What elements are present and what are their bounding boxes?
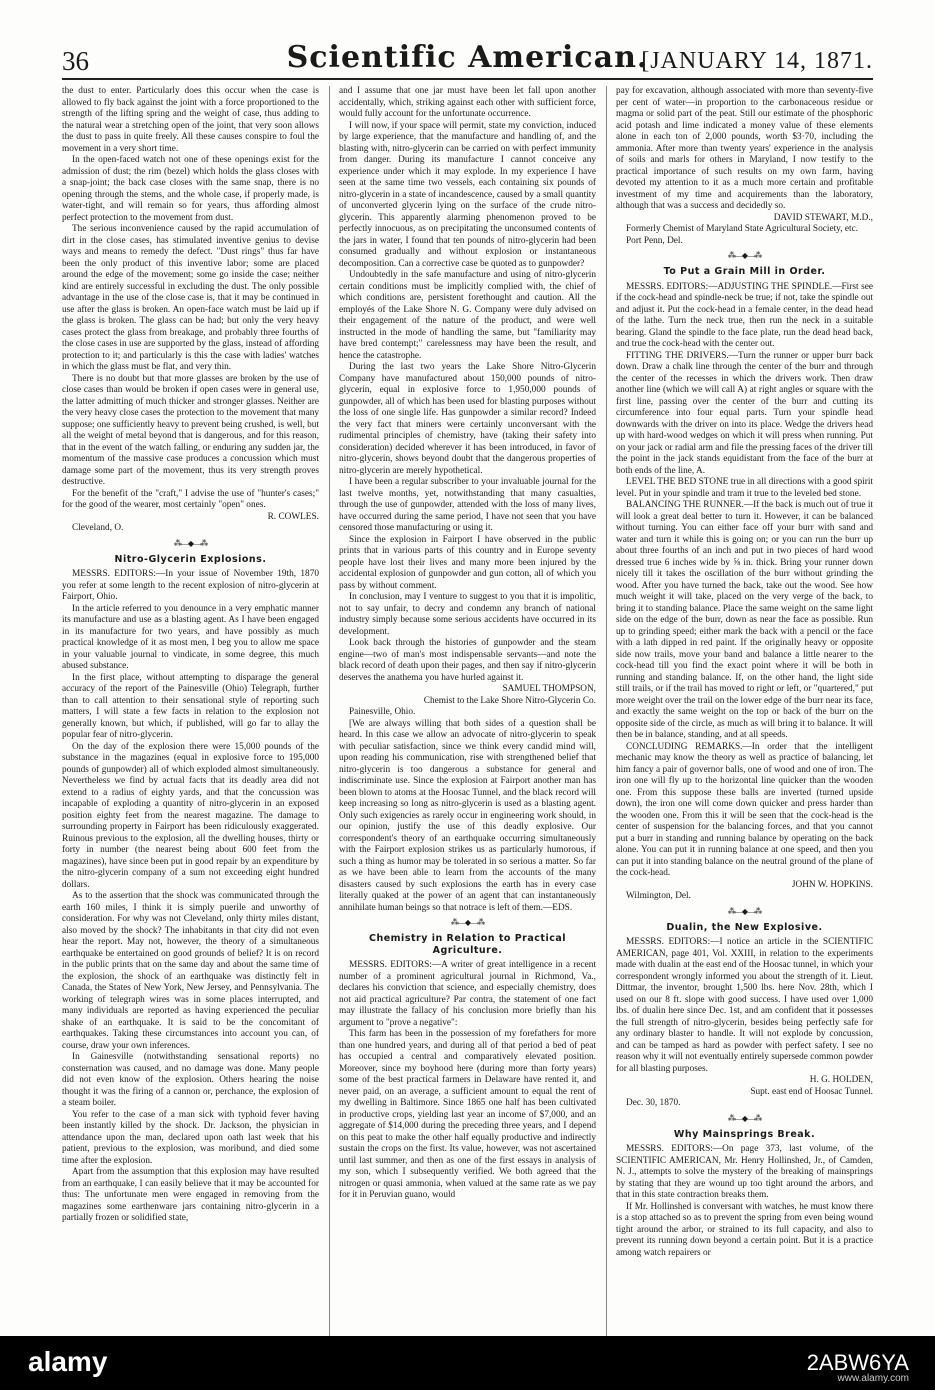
paragraph: FITTING THE DRIVERS.—Turn the runner or upper burr back down. Draw a chalk line through the center of the burr and through the center of the recesses in which the drivers work. Then draw another line (which we will call A) at right angles or square with the first line, passing over the center of the burr and cutting its circumference into four equal parts. Turn your spindle head downwards with the driver on into its place. Wedge the drivers head up with hard-wood wedges on which it will press when running. Put on your jack or radial arm and file the pressing faces of the driver till the point in the jack stands equidistant from the face of the burr at both ends of the line, A. (616, 350, 873, 476)
signature: H. G. HOLDEN, (809, 1075, 873, 1085)
paragraph: There is no doubt but that more glasses are broken by the use of close cases than would be broken if open cases were in general use, the latter admitting of much thicker and stronger glasses. Neither are the very heavy close cases the protection to the movement that many suppose; one sufficiently heavy to prevent being crushed, is well, but all the weight of metal beyond that is dangerous, and for this reason, that in the event of the watch falling, or enduring any sudden jar, the momentum of the massive case produces a concussion which must damage some part of the movement, thus its very strength proves destructive. (62, 373, 319, 487)
paragraph: Apart from the assumption that this explosion may have resulted from an earthquake, I can easily believe that it may be accounted for thus: The unfortunate men were engaged in removing from the magazines some earthenware jars containing nitro-glycerin in a partially frozen or solidified state, (62, 1167, 319, 1223)
paragraph: the dust to enter. Particularly does this occur when the case is allowed to fly back against the joint with a force proportioned to the strength of the lifting spring and the weight of case, thus adding to the natural wear a stretching open of the joint, that very soon allows the dust to pass in quite freely. All these causes conspire to foul the movement in a very short time. (62, 86, 319, 154)
masthead-rule (62, 78, 873, 80)
stock-watermark-bar (0, 1336, 935, 1390)
issue-date: [JANUARY 14, 1871. (641, 48, 873, 74)
paragraph: I have been a regular subscriber to your invaluable journal for the last twelve months, yet, notwithstanding that many casualties, through the use of gunpowder, attended with the loss of many lives, have occurred during the same period, I have not seen that you have censored those manufacturing or using it. (339, 477, 596, 533)
paragraph: This farm has been in the possession of my forefathers for more than one hundred years, and during all of that period a bed of peat has occupied a central and comparatively elevated position. Moreover, since my boyhood here (during more than forty years) some of the best practical farmers in Delaware have rented it, and never paid, on an average, a sufficient amount to equal the rent of my dwelling in Baltimore. Since 1865 one half has been cultivated in productive crops, yielding last year an income of $7,000, and an aggregate of $14,000 during the preceding three years, and I depend on this peat to make the other half equally productive and indirectly sustain the crops on the first. Its value, however, was not ascertained until last summer, and then as one of the first essays in analysis of my son, which I subsequently verified. We both agreed that the nitrogen or quasi ammonia, when valued at the same rate as we pay for it in Peruvian guano, would (339, 1029, 596, 1200)
section-ornament: ⁂—◆—⁂ (727, 906, 762, 916)
column-divider (606, 86, 607, 1336)
dateline: Cleveland, O. (72, 523, 124, 533)
article-heading-nitro-glycerin: Nitro-Glycerin Explosions. (114, 553, 267, 565)
editors-note: [We are always willing that both sides of a question shall be heard. In this case we allow an advocate of nitro-glycerin to speak with peculiar satisfaction, since we think every candid mind will, upon reading his communication, rise with strengthened belief that nitro-glycerin is too dangerous a substance for general and indiscriminate use. Since the explosion at Fairport another man has been blown to atoms at the Hoosac Tunnel, and the black record will keep increasing so long as nitro-glycerin is used as a blasting agent. Only such exigencies as rarely occur in engineering work should, in our opinion, justify the use of this deadly explosive. Our correspondent's theory of an earthquake occurring simultaneously with the Fairport explosion strikes us as particularly humorous, if such a thing as humor may be tolerated in so serious a matter. So far as we have been able to learn from the accounts of the many disasters caused by such explosions the earth has in every case literally quaked at the power of an agent that can instantaneously annihilate human beings so that notrace is left of them.—EDS. (339, 718, 596, 913)
paragraph: pay for excavation, although associated with more than seventy-five per cent of water—in proportion to the carbonaceous residue or magma or solid part of the peat. Still our estimate of the phosphoric acid potash and lime indicated a money value of these elements alone in each ton of 2,000 pounds, worth $3·70, including the ammonia. After more than twenty years' experience in the analysis of soils and marls for others in Maryland, I now testify to the practical importance of such results on my own farm, having devoted my attention to it as a much more certain and profitable investment of my time and acquirements than the laboratory, although that was a success and decidedly so. (616, 86, 873, 211)
paragraph: In the first place, without attempting to disparage the general accuracy of the report of the Painesville (Ohio) Telegraph, further than to call attention to their sensational style of reporting such matters, I will state a few facts in relation to the explosion not generally known, but which, if published, will go far to allay the popular fear of nitro-glycerin. (62, 672, 319, 740)
signature-title: Formerly Chemist of Maryland State Agricultural Society, etc. (626, 224, 859, 234)
paragraph: BALANCING THE RUNNER.—If the back is much out of true it will look a great deal better to turn it. However, it can be balanced without turning. You can either face off your burr with sand and water and turn it while this is going on; or you can run the burr up about three fourths of an inch and put in two pieces of hard wood dressed true 6 inches wide by ⅝ in. thick. Bring your runner down nicely till it takes the oscillation of the burr without grinding the wood. After you have turned the back, take out the wood. See how much weight it will take, placed on the very verge of the back, to bring it to standing balance. Place the same weight on the same light side on the edge of the burr, down as near the face as possible. Run up to grinding speed; either mark the back with a pencil or the face with a lath dipped in red paint. If the originally heavy or opposite side now trails, move your band and balance a little nearer to the cock-head till you find the exact point where it will be both in running and standing balance. If, on the other hand, the light side still trails, or if the trail has moved to right or left, or "quartered," put more weight over the trail on the lower edge of the burr near its face, and exactly the same weight on the top or back of the burr on the opposite side of the circle, as much as will bring it to balance. It will then be in balance, standing, and at all speeds. (616, 500, 873, 740)
signature-title: Chemist to the Lake Shore Nitro-Glycerin Co. (423, 695, 596, 706)
signature: JOHN W. HOPKINS. (791, 879, 873, 890)
article-heading-dualin: Dualin, the New Explosive. (666, 921, 823, 933)
paragraph: LEVEL THE BED STONE true in all directions with a good spirit level. Put in your spindle and tram it true to the leveled bed stone. (616, 477, 873, 499)
image-id: 2ABW6YA (806, 1350, 909, 1375)
masthead (62, 40, 873, 82)
paragraph: CONCLUDING REMARKS.—In order that the intelligent mechanic may know the theory as well as practice of balancing, let him fancy a pair of governor balls, one of wood and one of iron. The iron one will fly up to the horizontal line quicker than the wooden one. From this suppose these balls are inverted (turned upside down), the iron one will come down quicker and press harder than the wooden one. From this it will be seen that the cock-head is the center of suspension for the balancing forces, and that you cannot put a burr in standing and running balance by operating on the back alone. You can put it in running balance at one speed, and then you can put it into standing balance on the neutral ground of the plane of the cock-head. (616, 741, 873, 878)
dateline: Wilmington, Del. (626, 891, 691, 901)
column-divider (329, 86, 330, 1336)
signature: R. COWLES. (267, 511, 319, 522)
paragraph: Undoubtedly in the safe manufacture and using of nitro-glycerin certain conditions must be implicitly complied with, the chief of which conditions are, persistent forethought and caution. All the employés of the Lake Shore N. G. Company were duly advised on their engagement of the nature of the product, and were well instructed in the mode of handling the same, but "familiarity may have bred contempt;" carelessness may have been the result, and hence the catastrophe. (339, 270, 596, 361)
dateline: Painesville, Ohio. (349, 707, 416, 717)
alamy-logo: alamy (28, 1346, 108, 1377)
paragraph: MESSRS. EDITORS:—I notice an article in the SCIENTIFIC AMERICAN, page 401, Vol. XXIII, in relation to the experiments made with dualin at the east end of the Hoosac tunnel, in which your correspondent wrongly informed you about the strength of it. Lieut. Dittmar, the inventor, brought 1,500 lbs. here Nov. 28th, which I used on our 8 ft. slope with good success. I have used over 1,000 lbs. of dualin here since Dec. 1st, and am confident that it possesses the full strength of nitro-glycerin, besides being perfectly safe for any ordinary blaster to handle. It will not explode by concussion, and can be tamped as hard as powder with perfect safety. I see no reason why it will not eventually entirely supersede common powder for all blasting purposes. (616, 937, 873, 1074)
paragraph: In the article referred to you denounce in a very emphatic manner its manufacture and use as a blasting agent. As I have been engaged in its manufacture for two years, and have possibly as much practical knowledge of it as most men, I beg you to allow me space in your valuable journal to vindicate, in some degree, this much abused substance. (62, 603, 319, 671)
paragraph: You refer to the case of a man sick with typhoid fever having been instantly killed by the shock. Dr. Jackson, the physician in attendance upon the man, declared upon oath last week that his patient, previous to the explosion, was moribund, and died some time after the explosion. (62, 1109, 319, 1166)
paragraph: Since the explosion in Fairport I have observed in the public prints that in various parts of this country and in Europe seventy people have lost their lives and many more been injured by the accidental explosion of gunpowder and gun cotton, all of which you pass by without comment. (339, 534, 596, 591)
article-heading-mainsprings: Why Mainsprings Break. (673, 1128, 816, 1140)
dateline: Port Penn, Del. (626, 235, 683, 246)
paragraph: I will now, if your space will permit, state my conviction, induced by large experience, that the manufacture and handling of, and the blasting with, nitro-glycerin can be carried on with perfect immunity from danger. During its manufacture I cannot conceive any experience under which it may explode. In my experience I have seen at the same time two vessels, each containing six pounds of nitro-glycerin in a state of incandescence, caused by a small quantity of unconverted glycerin lying on the surface of the crude nitro-glycerin. This apparently alarming phenomenon proved to be perfectly innocuous, as on precipitating the unconsumed contents of the jars in water, I found that ten pounds of nitro-glycerin had been consumed gradually and without explosion or instantaneous decomposition. Can a corrective case be quoted as to gunpowder? (339, 120, 596, 269)
watermark-url: www.alamy.com (837, 1373, 909, 1384)
column-3 (616, 86, 873, 1336)
section-ornament: ⁂—◆—⁂ (173, 538, 208, 548)
paragraph: MESSRS. EDITORS:—A writer of great intelligence in a recent number of a prominent agricultural journal in Richmond, Va., declares his conviction that science, and especially chemistry, does not aid practical agriculture? Par contra, the statement of one fact may illustrate the fallacy of his conclusion more briefly than his argument to "prove a negative": (339, 960, 596, 1028)
dateline: Dec. 30, 1870. (626, 1098, 681, 1108)
paragraph: MESSRS. EDITORS:—On page 373, last volume, of the SCIENTIFIC AMERICAN, Mr. Henry Hollinshed, Jr., of Camden, N. J., attempts to solve the mystery of the breaking of mainsprings by stating that they are wound up too tight around the arbors, and that in this state contraction breaks them. (616, 1144, 873, 1200)
paragraph: If Mr. Hollinshed is conversant with watches, he must know there is a stop attached so as to prevent the spring from even being wound tight around the arbor, or strained to its full capacity, and also to prevent its running down beyond a certain point. But it is a practice among watch repairers or (616, 1201, 873, 1258)
section-ornament: ⁂—◆—⁂ (450, 918, 485, 927)
article-heading-grain-mill: To Put a Grain Mill in Order. (663, 266, 826, 277)
section-ornament: ⁂—◆—⁂ (727, 251, 762, 260)
section-ornament: ⁂—◆—⁂ (727, 1113, 762, 1123)
article-columns (62, 86, 873, 1336)
column-2 (339, 86, 596, 1336)
paragraph: In conclusion, may I venture to suggest to you that it is impolitic, not to say unfair, to decry and condemn any branch of national industry simply because some serious accidents have occurred in its development. (339, 592, 596, 637)
paragraph: Look back through the histories of gunpowder and the steam engine—two of man's most indispensable servants—and note the black record of death upon their pages, and then say if nitro-glycerin deserves the anathema you have hurled against it. (339, 638, 596, 683)
paragraph: MESSRS. EDITORS:—ADJUSTING THE SPINDLE.—First see if the cock-head and spindle-neck be true; if not, take the spindle out and adjust it. Put the cock-head in a female center, in the dead head of the lathe. Turn the neck true, then run the neck in a suitable bearing. Gland the spindle to the face plate, run the dead head back, and true the cock-head with the center out. (616, 281, 873, 349)
signature: DAVID STEWART, M.D., (773, 212, 873, 223)
paragraph: On the day of the explosion there were 15,000 pounds of the substance in the magazines (equal in explosive force to 195,000 pounds of gunpowder) all of which exploded almost simultaneously. Nevertheless we find by actual facts that its deadly area did not extend to a radius of eighty yards, and that the concussion was incapable of exploding a quantity of nitro-glycerin in an exposed position eighty feet from the nearest magazine. The damage to surrounding property in Fairport has been ridiculously exaggerated. Ruinous previous to the explosion, all the dwelling houses, thirty or forty in number (the nearest being about 600 feet from the magazines), have since been put in good repair by an expenditure by the nitro-glycerin company of a sum not exceeding eight hundred dollars. (62, 741, 319, 890)
page-number: 36 (62, 46, 89, 76)
signature: SAMUEL THOMPSON, (502, 684, 596, 694)
column-1 (62, 86, 319, 1336)
publication-title: Scientific American. (286, 40, 649, 75)
paragraph: In the open-faced watch not one of these openings exist for the admission of dust; the rim (bezel) which holds the glass closes with a snap-joint; the back case closes with the same snap, there is no opening through the stems, and the whole case, if properly made, is water-tight, and will remain so for years, thus affording almost perfect protection to the movement from dust. (62, 155, 319, 223)
paragraph: During the last two years the Lake Shore Nitro-Glycerin Company have manufactured about 150,000 pounds of nitro-glycerin, equal in explosive force to 1,950,000 pounds of gunpowder, all of which has been used for blasting purposes without the loss of one single life. Has gunpowder a similar record? Indeed the very fact that miners were certainly unconversant with the rudimental principles of chemistry, have (taking their safety into consideration) decided wherever it has been introduced, in favor of nitro-glycerin, shows beyond doubt that the dangerous properties of nitro-glycerin are merely hypothetical. (339, 362, 596, 476)
paragraph: and I assume that one jar must have been let fall upon another accidentally, which, striking against each other with sufficient force, would fully account for the unfortunate occurrence. (339, 86, 596, 119)
paragraph: MESSRS. EDITORS:—In your issue of November 19th, 1870 you refer at some length to the recent explosion of nitro-glycerin at Fairport, Ohio. (62, 569, 319, 602)
paragraph: For the benefit of the "craft," I advise the use of "hunter's cases;" for the good of the wearer, most certainly "open" ones. (62, 488, 319, 510)
paragraph: As to the assertion that the shock was communicated through the earth 160 miles, I think it is simply puerile and unworthy of consideration. For why was not Cleveland, only thirty miles distant, also moved by the shock? The inhabitants in that city did not even hear the report. May not, however, the theory of a simultaneous earthquake be entertained on good grounds of belief? It is on record in the public prints that on the same day and about the same time of the explosion, the shock of an earthquake was distinctly felt in Canada, the States of New York, New Jersey, and Pennsylvania. The working of telegraph wires was in some places interrupted, and many individuals are reported as having experienced the peculiar shake of an earthquake. It is said to be the concomitant of earthquakes. Taking these circumstances into account you can, of course, draw your own inferences. (62, 891, 319, 1051)
paragraph: The serious inconvenience caused by the rapid accumulation of dirt in the close cases, has stimulated inventive genius to devise ways and means to remedy the defect. "Dust rings" thus far have been the only product of this inventive labor; some are placed around the edge of the movement; some go inside the case; neither kind are entirely successful in excluding the dust. The only possible advantage in the use of the close case is, that it may be continued in use after the glass is broken. An open-face watch must be laid up if the glass is broken. The glass can be had; but only the very heavy cases protect the glass from breakage, and probably three fourths of the close cases in use are supported by the glass, instead of affording protection to it; and particularly is this the case with ladies' watches in which the glass must be flat, and very thin. (62, 224, 319, 372)
article-heading-chemistry: Chemistry in Relation to Practical Agriculture. (368, 933, 567, 956)
paragraph: In Gainesville (notwithstanding sensational reports) no consternation was caused, and no damage was done. Many people did not even know of the explosion. Others hearing the noise thought it was the firing of a cannon or, perchance, the explosion of a steam boiler. (62, 1052, 319, 1108)
signature-title: Supt. east end of Hoosac Tunnel. (750, 1086, 873, 1097)
